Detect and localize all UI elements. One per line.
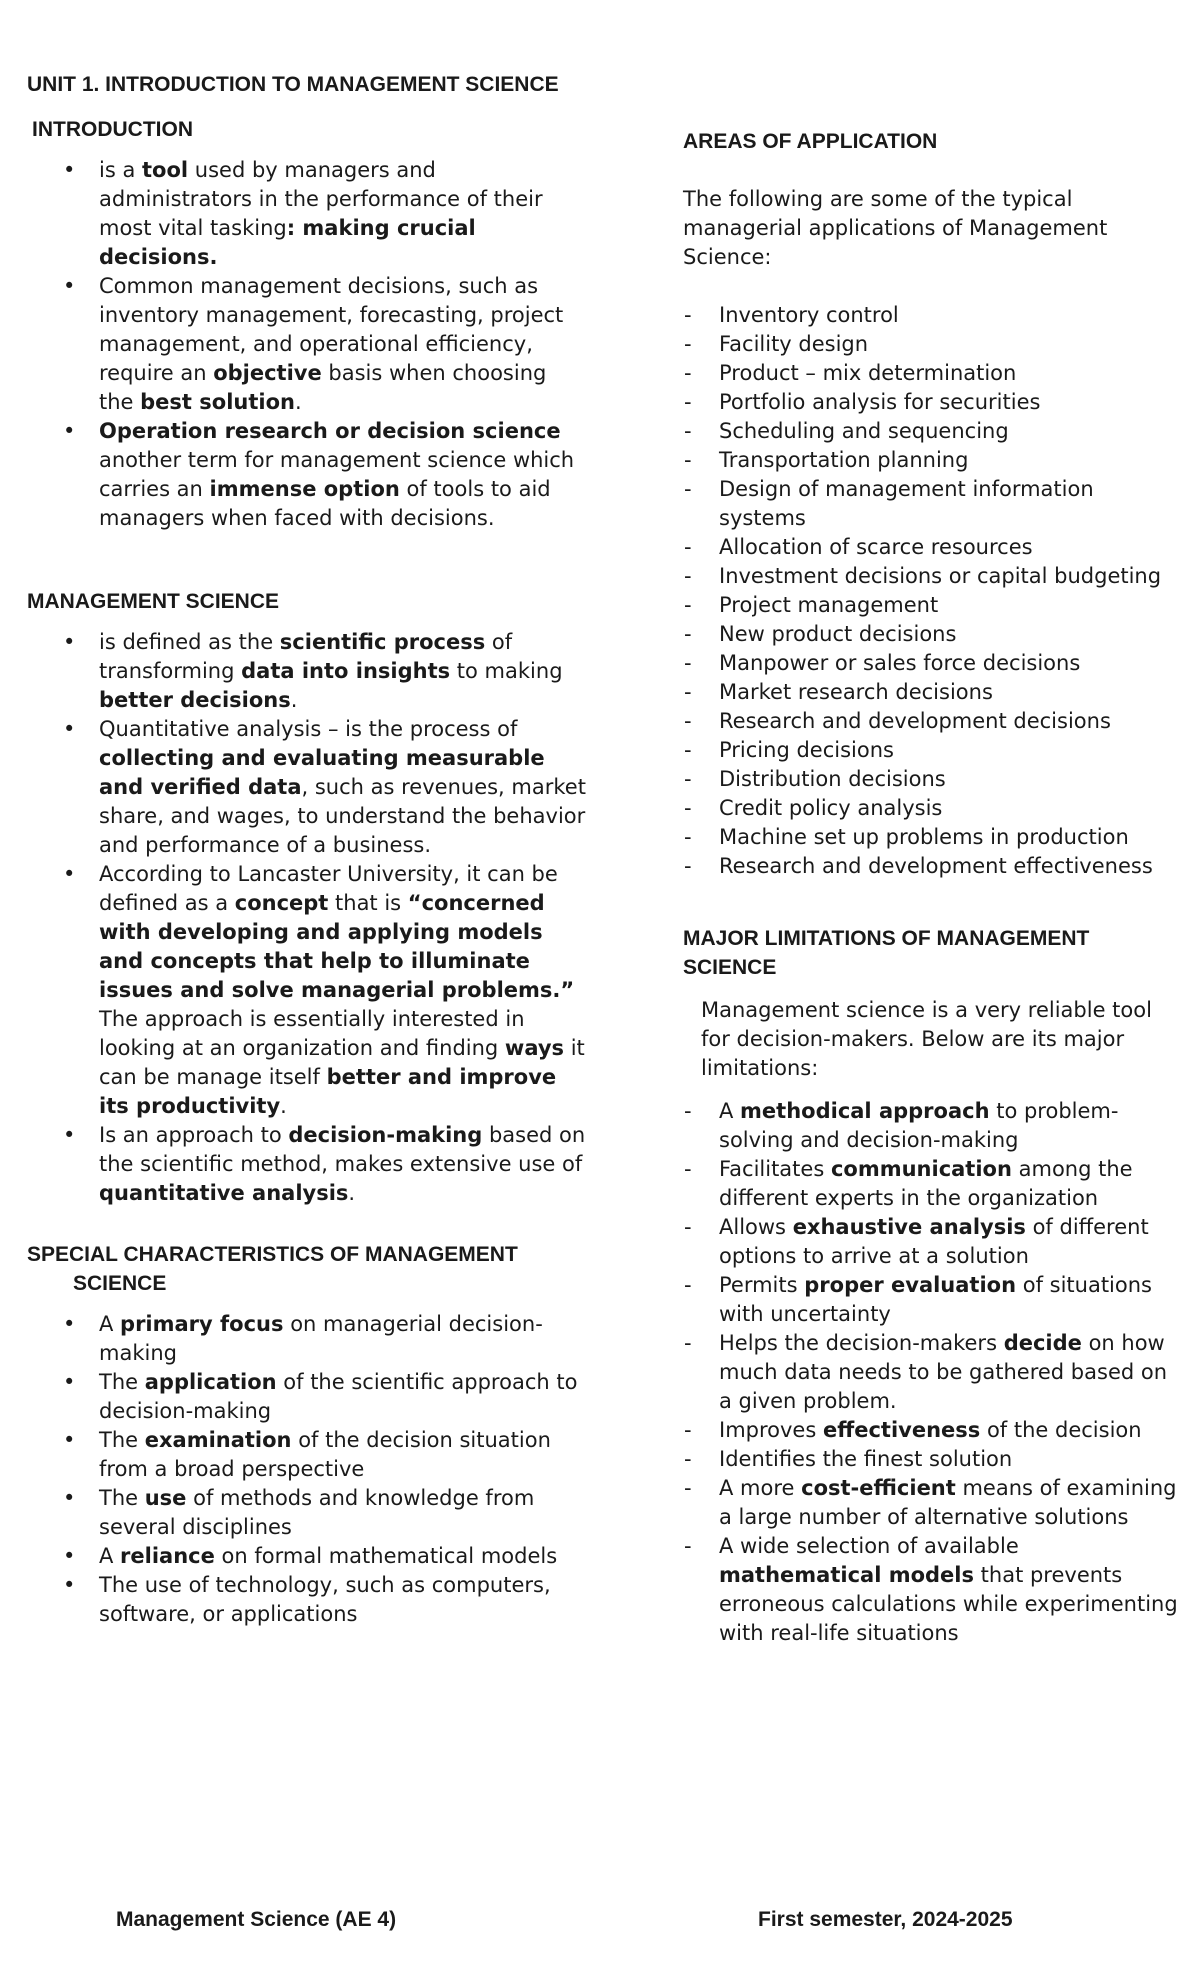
list-item: - Pricing decisions xyxy=(683,736,1183,765)
list-item: - Design of management information systems xyxy=(683,475,1183,533)
list-item: • is defined as the scientific process of transforming data into insights to making better decisions. xyxy=(27,628,587,715)
list-item: • Is an approach to decision-making based on the scientific method, makes extensive use of quantitative analysis. xyxy=(27,1121,587,1208)
list-item: - Product – mix determination xyxy=(683,359,1183,388)
list-item: • According to Lancaster University, it can be defined as a concept that is “concerned with developing and applying models and concepts that help to illuminate issues and solve managerial problems.” The approach is essentially interested in looking at an organization and finding ways it can be manage itself better and improve its productivity. xyxy=(27,860,587,1121)
list-item: - Manpower or sales force decisions xyxy=(683,649,1183,678)
list-item: - Portfolio analysis for securities xyxy=(683,388,1183,417)
list-item: - Investment decisions or capital budgeting xyxy=(683,562,1183,591)
list-item: • Quantitative analysis – is the process of collecting and evaluating measurable and verified data, such as revenues, market share, and wages, to understand the behavior and performance of a business. xyxy=(27,715,587,860)
list-item: • Operation research or decision science another term for management science which carries an immense option of tools to aid managers when faced with decisions. xyxy=(27,417,587,533)
introduction-heading: INTRODUCTION xyxy=(32,118,193,141)
list-item: - Research and development decisions xyxy=(683,707,1183,736)
list-item: - Credit policy analysis xyxy=(683,794,1183,823)
left-column xyxy=(27,70,587,1629)
management-science-list xyxy=(27,628,587,1208)
list-item: - Improves effectiveness of the decision xyxy=(683,1416,1183,1445)
list-item: • The use of technology, such as computers, software, or applications xyxy=(27,1571,587,1629)
list-item: • A reliance on formal mathematical models xyxy=(27,1542,587,1571)
list-item: • The examination of the decision situation from a broad perspective xyxy=(27,1426,587,1484)
areas-of-application-heading: AREAS OF APPLICATION xyxy=(683,130,938,153)
list-item: • A primary focus on managerial decision-making xyxy=(27,1310,587,1368)
introduction-list xyxy=(27,156,587,533)
areas-of-application-intro: The following are some of the typical managerial applications of Management Science: xyxy=(683,187,1108,269)
unit-title: UNIT 1. INTRODUCTION TO MANAGEMENT SCIENCE xyxy=(27,73,559,96)
list-item: - Machine set up problems in production xyxy=(683,823,1183,852)
major-limitations-intro: Management science is a very reliable tool for decision-makers. Below are its major limitations: xyxy=(701,998,1152,1080)
list-item: - A more cost-efficient means of examining a large number of alternative solutions xyxy=(683,1474,1183,1532)
list-item: • is a tool used by managers and administrators in the performance of their most vital tasking: making crucial decisions. xyxy=(27,156,587,272)
areas-of-application-list xyxy=(683,301,1183,881)
list-item: - A wide selection of available mathematical models that prevents erroneous calculations while experimenting with real-life situations xyxy=(683,1532,1183,1648)
special-characteristics-list xyxy=(27,1310,587,1629)
list-item: - Identifies the finest solution xyxy=(683,1445,1183,1474)
list-item: - Permits proper evaluation of situations with uncertainty xyxy=(683,1271,1183,1329)
footer-semester: First semester, 2024-2025 xyxy=(758,1908,1013,1931)
list-item: - Transportation planning xyxy=(683,446,1183,475)
management-science-heading: MANAGEMENT SCIENCE xyxy=(27,590,280,613)
list-item: - Inventory control xyxy=(683,301,1183,330)
list-item: - Research and development effectiveness xyxy=(683,852,1183,881)
list-item: - Facilitates communication among the different experts in the organization xyxy=(683,1155,1183,1213)
list-item: - Facility design xyxy=(683,330,1183,359)
right-column xyxy=(683,127,1183,1648)
list-item: - Distribution decisions xyxy=(683,765,1183,794)
major-limitations-list xyxy=(683,1097,1183,1648)
special-characteristics-heading: SPECIAL CHARACTERISTICS OF MANAGEMENT SCIENCE xyxy=(27,1243,518,1295)
list-item: • The use of methods and knowledge from several disciplines xyxy=(27,1484,587,1542)
list-item: - Helps the decision-makers decide on how much data needs to be gathered based on a given problem. xyxy=(683,1329,1183,1416)
footer-course: Management Science (AE 4) xyxy=(116,1908,397,1931)
list-item: - Scheduling and sequencing xyxy=(683,417,1183,446)
list-item: - New product decisions xyxy=(683,620,1183,649)
list-item: - Allows exhaustive analysis of different options to arrive at a solution xyxy=(683,1213,1183,1271)
major-limitations-heading: MAJOR LIMITATIONS OF MANAGEMENT SCIENCE xyxy=(683,927,1090,979)
list-item: - Market research decisions xyxy=(683,678,1183,707)
list-item: - A methodical approach to problem-solving and decision-making xyxy=(683,1097,1183,1155)
list-item: - Allocation of scarce resources xyxy=(683,533,1183,562)
list-item: • Common management decisions, such as inventory management, forecasting, project management, and operational efficiency, require an objective basis when choosing the best solution. xyxy=(27,272,587,417)
list-item: - Project management xyxy=(683,591,1183,620)
list-item: • The application of the scientific approach to decision-making xyxy=(27,1368,587,1426)
